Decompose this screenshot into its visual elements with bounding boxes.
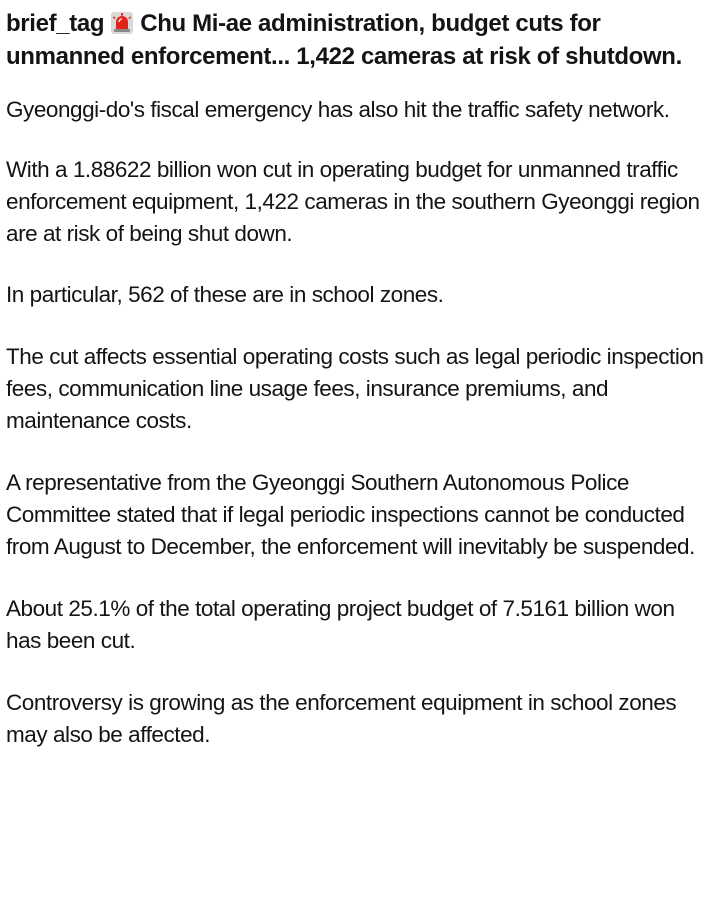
- paragraph-controversy: Controversy is growing as the enforcement equipment in school zones may also be affected.: [6, 690, 677, 747]
- paragraph-school-zones: In particular, 562 of these are in school zones.: [6, 282, 444, 307]
- post-headline: [6, 7, 706, 73]
- siren-icon: [110, 11, 134, 35]
- brief-tag: brief_tag: [6, 10, 105, 37]
- paragraph-budget-cut: With a 1.88622 billion won cut in operating budget for unmanned traffic enforcement equipment, 1,422 cameras in the southern Gyeonggi region are at risk of being shut down.: [6, 157, 700, 246]
- headline-text: Chu Mi-ae administration, budget cuts for unmanned enforcement... 1,422 cameras at risk of shutdown.: [6, 10, 682, 70]
- news-post: [6, 7, 706, 751]
- paragraph-operating-costs: The cut affects essential operating costs such as legal periodic inspection fees, communication line usage fees, insurance premiums, and maintenance costs.: [6, 344, 704, 433]
- paragraph-budget-share: About 25.1% of the total operating project budget of 7.5161 billion won has been cut.: [6, 596, 675, 653]
- paragraph-police-committee: A representative from the Gyeonggi Southern Autonomous Police Committee stated that if legal periodic inspections cannot be conducted from August to December, the enforcement will inevitably be suspended.: [6, 470, 695, 559]
- paragraph-fiscal-emergency: Gyeonggi-do's fiscal emergency has also hit the traffic safety network.: [6, 97, 670, 122]
